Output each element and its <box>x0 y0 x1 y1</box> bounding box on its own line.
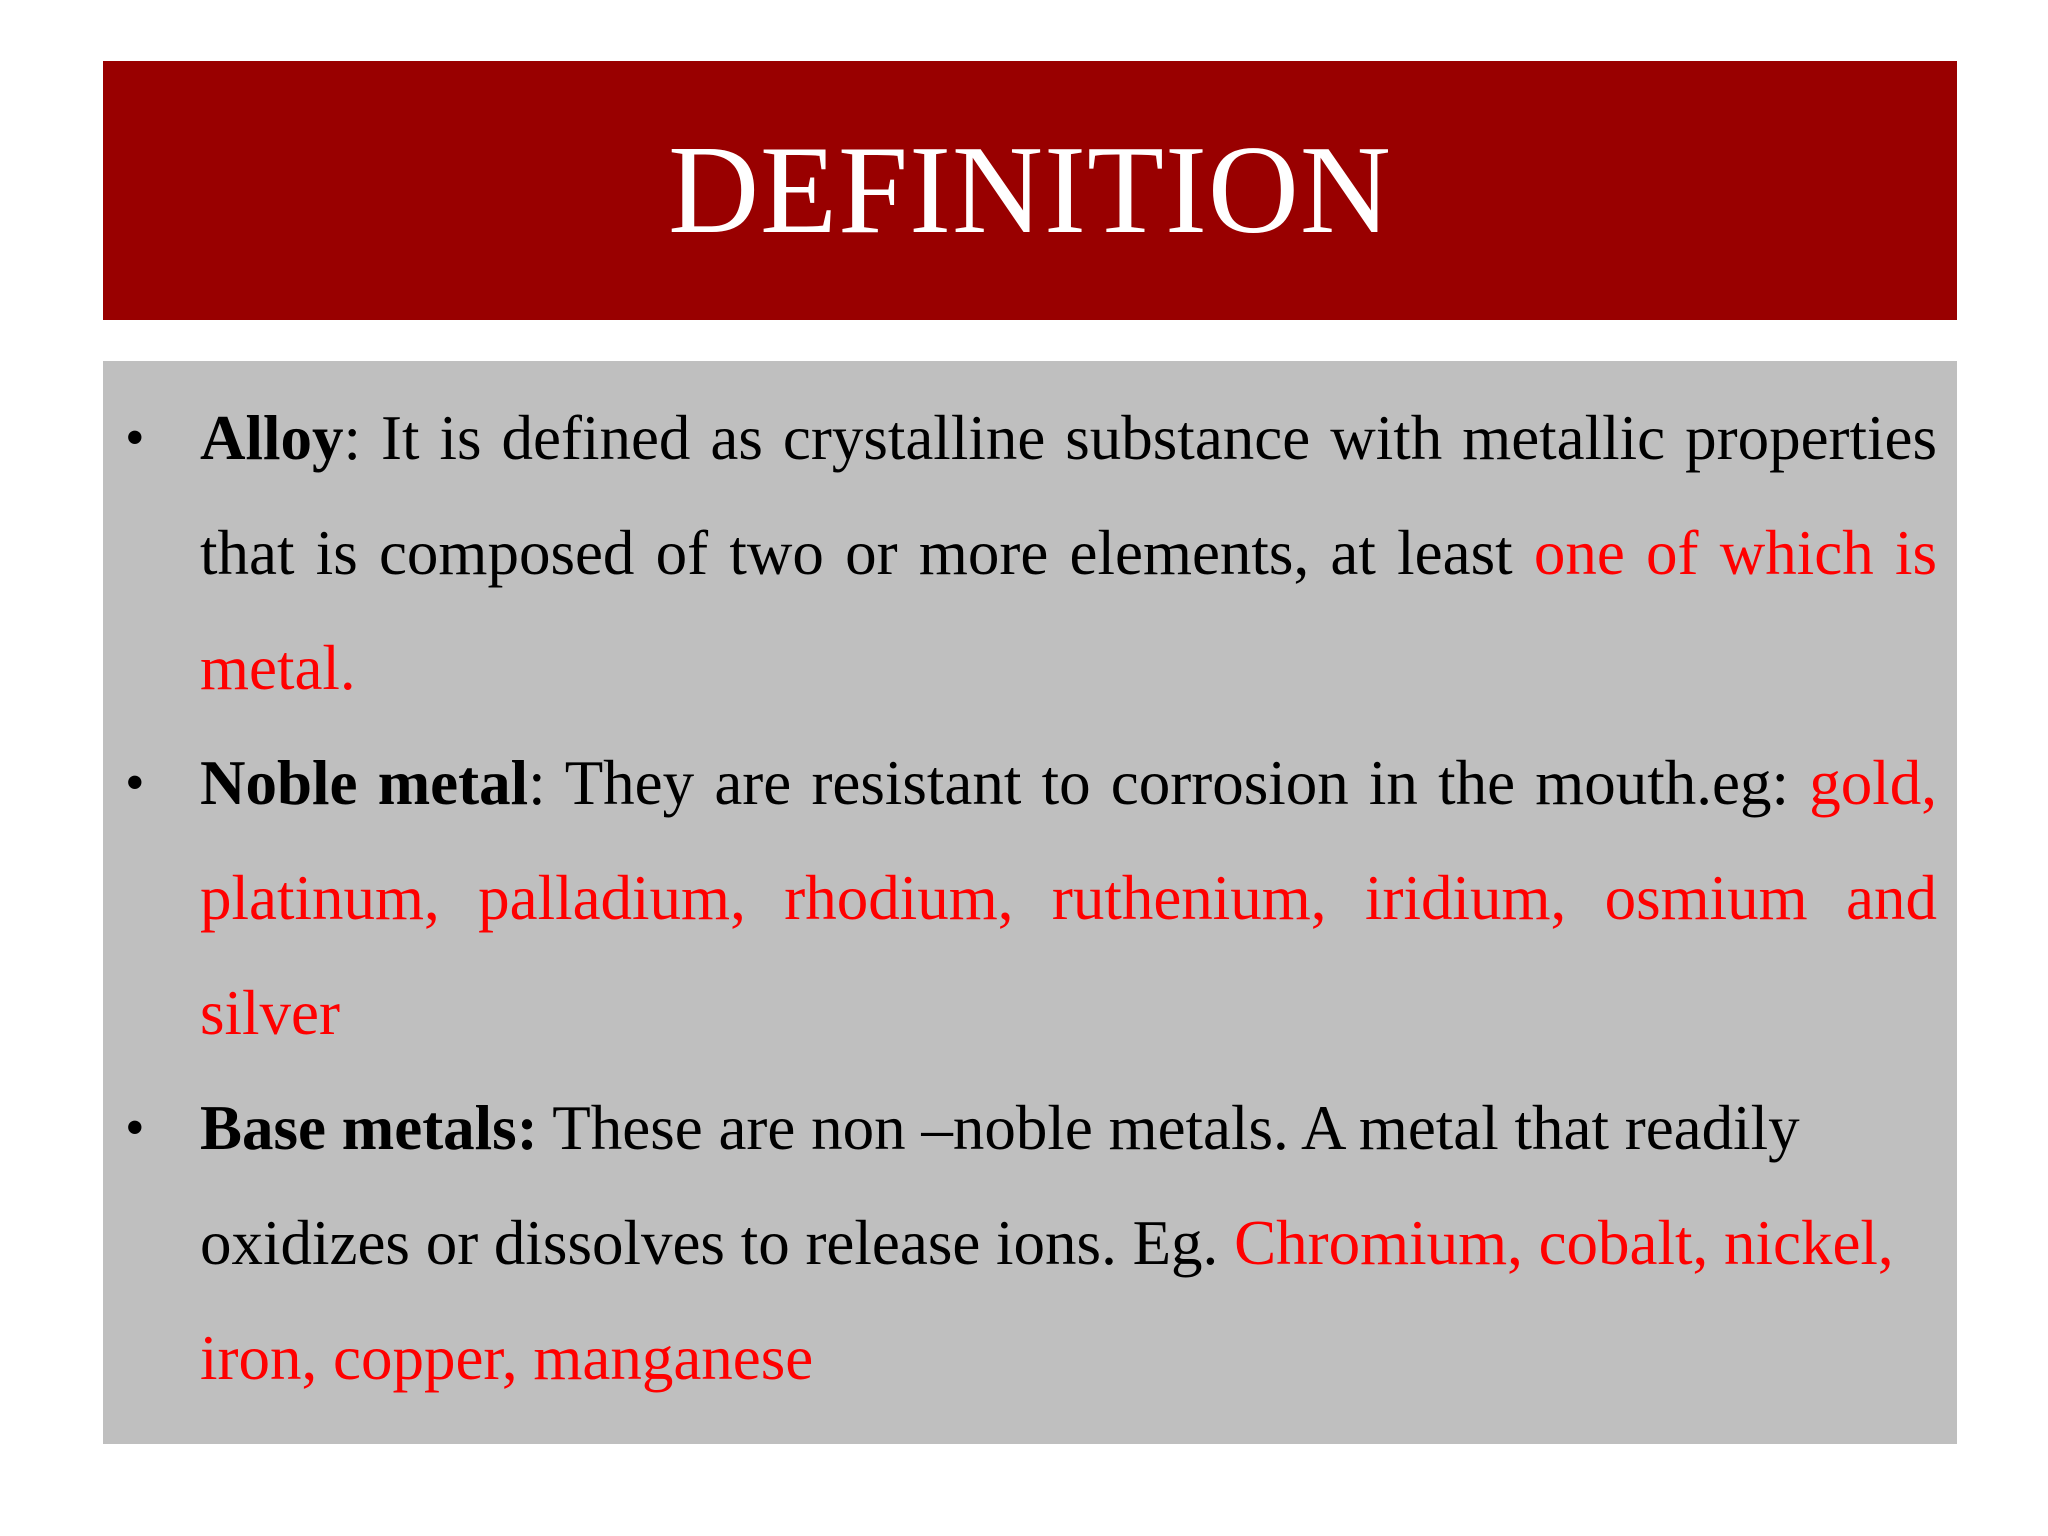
slide-title: DEFINITION <box>668 120 1392 260</box>
term-label: Base metals: <box>200 1093 538 1163</box>
bullet-dot: • <box>125 407 145 469</box>
definition-text: These are non –noble metals. A metal that readily oxidizes or dissolves to release ions. Eg. <box>200 1093 1800 1278</box>
term-label: Noble metal <box>200 748 529 818</box>
bullet-base-metals <box>125 1071 1937 1416</box>
definition-list <box>125 381 1937 1416</box>
term-separator: : <box>528 748 546 818</box>
highlight-text: Chromium, cobalt, nickel, iron, copper, manganese <box>200 1208 1894 1393</box>
bullet-dot: • <box>125 752 145 814</box>
bullet-dot: • <box>125 1097 145 1159</box>
content-box <box>103 361 1957 1444</box>
highlight-text: gold, platinum, palladium, rhodium, ruthenium, iridium, osmium and silver <box>200 748 1937 1048</box>
bullet-alloy <box>125 381 1937 726</box>
highlight-text: one of which is metal. <box>200 518 1937 703</box>
term-separator: : <box>343 403 362 473</box>
term-label: Alloy <box>200 403 344 473</box>
definition-text: They are resistant to corrosion in the mouth.eg: <box>545 748 1810 818</box>
definition-text: It is defined as crystalline substance with metallic properties that is composed of two or more elements, at least <box>200 403 1937 588</box>
title-bar <box>103 61 1957 320</box>
bullet-noble-metal <box>125 726 1937 1071</box>
